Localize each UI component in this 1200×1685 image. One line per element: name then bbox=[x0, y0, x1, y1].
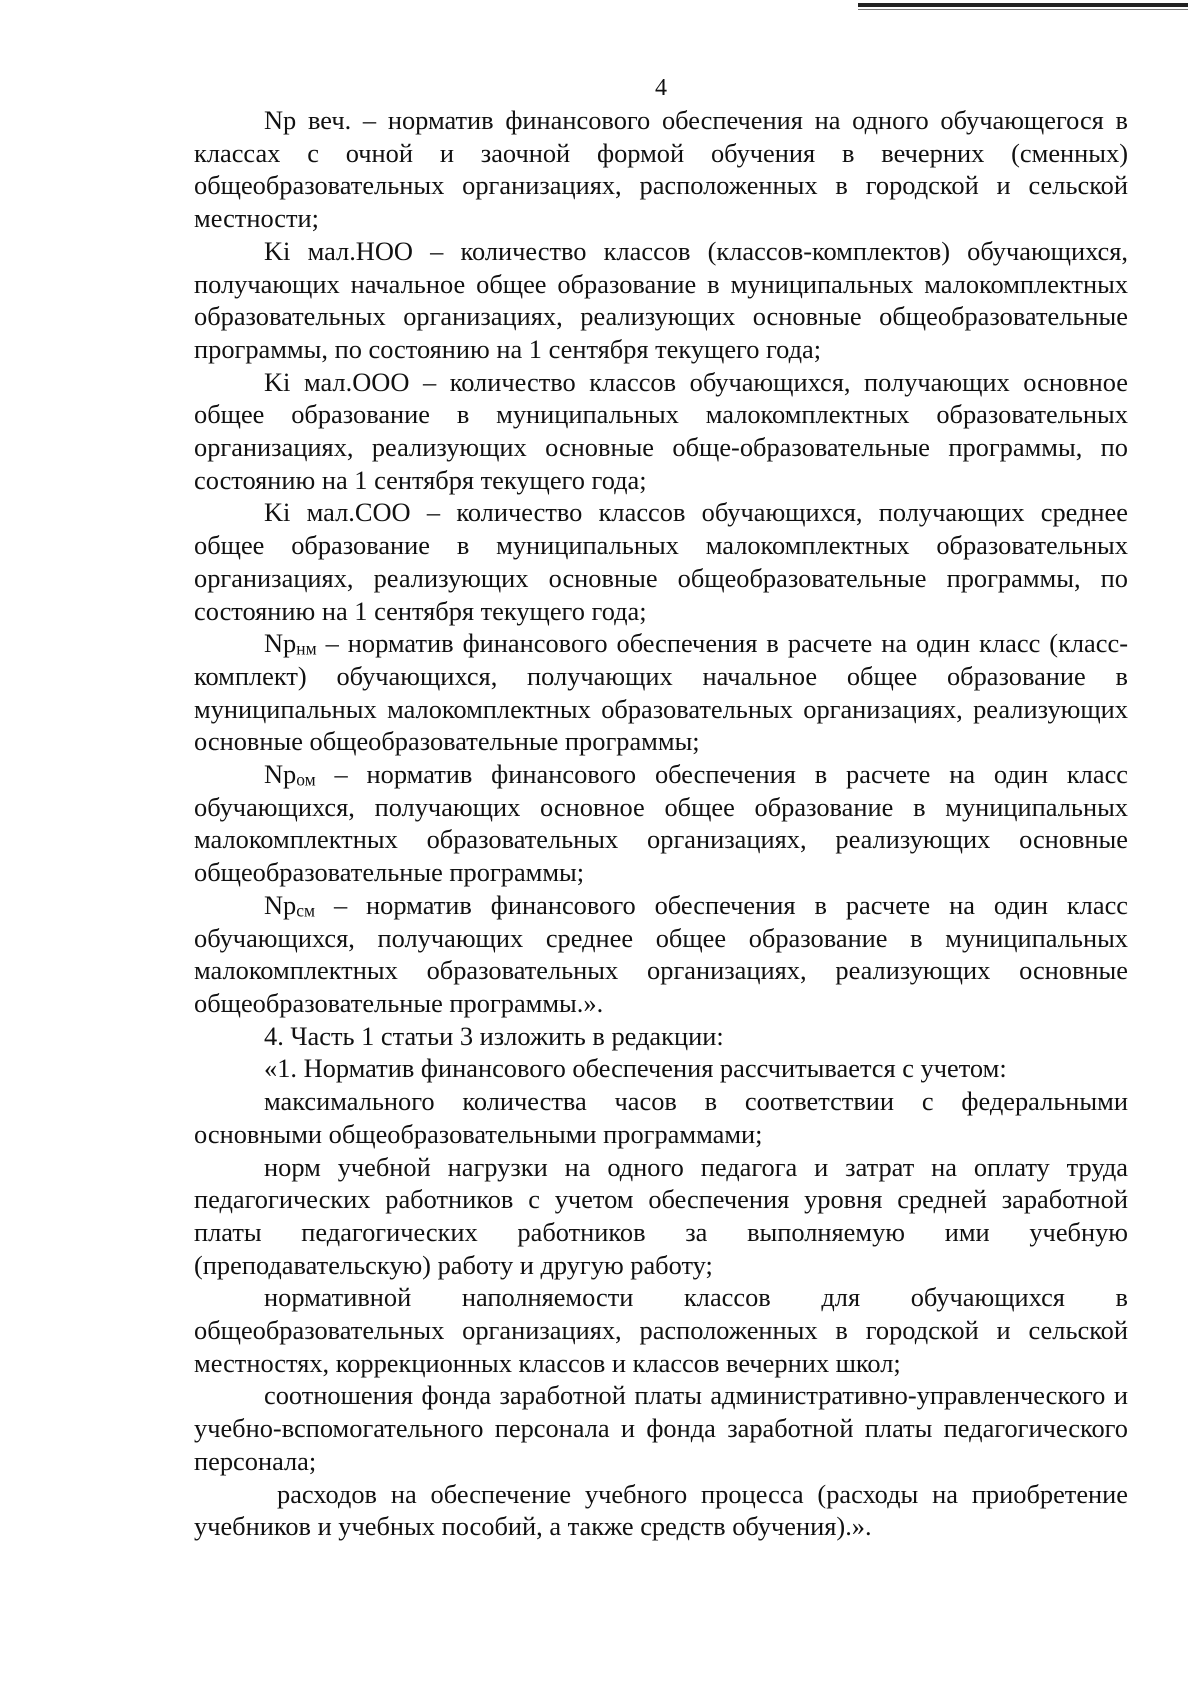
page-number: 4 bbox=[655, 75, 667, 101]
definition-symbol: Np bbox=[264, 759, 297, 790]
definition-symbol: Np bbox=[264, 628, 297, 659]
definition-subscript: нм bbox=[296, 638, 317, 659]
definition-paragraph-np-om bbox=[194, 758, 1128, 889]
definition-paragraph-ki-mal-noo bbox=[194, 235, 1128, 366]
document-body bbox=[194, 104, 1128, 1543]
scan-top-rule bbox=[858, 3, 1188, 7]
definition-text: – норматив финансового обеспечения в расчете на один класс (класс-комплект) обучающихся, получающих начальное общее образование в муниципальных малокомплектных образовательных организациях, реализующих основные общеобразовательные программы; bbox=[194, 628, 1128, 757]
amendment-heading: 4. Часть 1 статьи 3 изложить в редакции: bbox=[264, 1020, 724, 1051]
definition-subscript: см bbox=[296, 900, 316, 921]
amendment-item: нормативной наполняемости классов для обучающихся в общеобразовательных организациях, расположенных в городской и сельской местностях, коррекционных классов и классов вечерних школ; bbox=[194, 1282, 1128, 1378]
amendment-item: норм учебной нагрузки на одного педагога и затрат на оплату труда педагогических работников с учетом обеспечения уровня средней заработной платы педагогических работников за выполняемую ими учебную (преподавательскую) работу и другую работу; bbox=[194, 1151, 1128, 1280]
amendment-item: расходов на обеспечение учебного процесса (расходы на приобретение учебников и учебных пособий, а также средств обучения).». bbox=[194, 1478, 1128, 1542]
definition-paragraph-np-nm bbox=[194, 627, 1128, 758]
definition-text: – норматив финансового обеспечения в расчете на один класс обучающихся, получающих основное общее образование в муниципальных малокомплектных образовательных организациях, реализующих основные общеобразовательные программы; bbox=[194, 759, 1128, 888]
definition-paragraph-ki-mal-soo bbox=[194, 496, 1128, 627]
definition-text: Ki мал.НОО – количество классов (классов-комплектов) обучающихся, получающих начальное общее образование в муниципальных малокомплектных образовательных организациях, реализующих основные общеобразовательные программы, по состоянию на 1 сентября текущего года; bbox=[194, 235, 1128, 364]
amendment-item: соотношения фонда заработной платы административно-управленческого и учебно-вспомогательного персонала и фонда заработной платы педагогического персонала; bbox=[194, 1380, 1128, 1476]
amendment-item: максимального количества часов в соответствии с федеральными основными общеобразовательными программами; bbox=[194, 1086, 1128, 1149]
definition-text: Ki мал.ООО – количество классов обучающихся, получающих основное общее образование в муниципальных малокомплектных образовательных организациях, реализующих основные обще-образовательные программы, по состоянию на 1 сентября текущего года; bbox=[194, 366, 1128, 495]
scan-top-rule-thin bbox=[858, 9, 1188, 10]
definition-paragraph-ki-mal-ooo bbox=[194, 366, 1128, 497]
definition-subscript: ом bbox=[296, 769, 316, 790]
definition-symbol: Np bbox=[264, 889, 297, 920]
definition-text: Np веч. – норматив финансового обеспечения на одного обучающегося в классах с очной и заочной формой обучения в вечерних (сменных) общеобразовательных организациях, расположенных в городской и сельской местности; bbox=[194, 105, 1128, 234]
definition-paragraph-np-vech bbox=[194, 104, 1128, 235]
amendment-lead: «1. Норматив финансового обеспечения рассчитывается с учетом: bbox=[264, 1053, 1007, 1084]
definition-text: Ki мал.СОО – количество классов обучающихся, получающих среднее общее образование в муниципальных малокомплектных образовательных организациях, реализующих основные общеобразовательные программы, по состоянию на 1 сентября текущего года; bbox=[194, 497, 1128, 626]
definition-text: – норматив финансового обеспечения в расчете на один класс обучающихся, получающих среднее общее образование в муниципальных малокомплектных образовательных организациях, реализующих основные общеобразовательные программы.». bbox=[194, 889, 1128, 1018]
definition-paragraph-np-sm bbox=[194, 889, 1128, 1020]
